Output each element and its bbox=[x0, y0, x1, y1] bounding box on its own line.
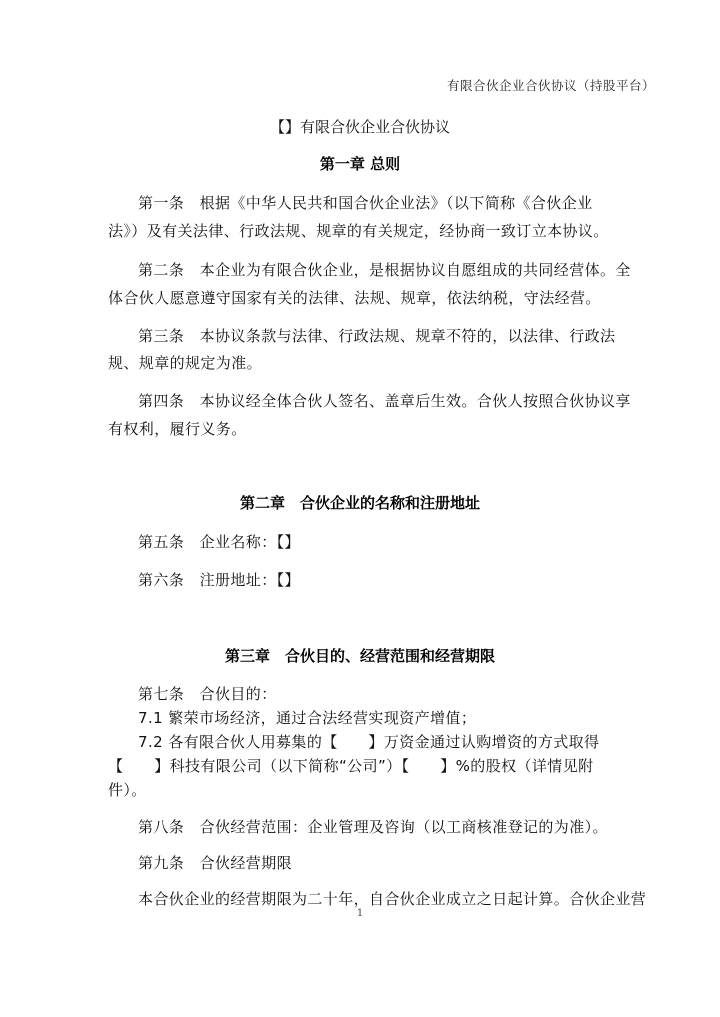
article-4-line-1: 第四条 本协议经全体合伙人签名、盖章后生效。合伙人按照合伙协议享 bbox=[138, 392, 631, 410]
chapter-heading: 第三章 合伙目的、经营范围和经营期限 bbox=[224, 647, 495, 665]
article-7-2-line-2: 【 】科技有限公司（以下简称“公司”）【 】%的股权（详情见附 bbox=[108, 757, 594, 775]
article-7-2-line-1: 7.2 各有限合伙人用募集的【 】万资金通过认购增资的方式取得 bbox=[138, 733, 600, 751]
chapter-heading: 第二章 合伙企业的名称和注册地址 bbox=[239, 494, 480, 512]
chapter-heading: 第一章 总则 bbox=[319, 155, 401, 173]
article-1-line-2: 法》）及有关法律、行政法规、规章的有关规定，经协商一致订立本协议。 bbox=[108, 222, 609, 240]
article-7-1: 7.1 繁荣市场经济，通过合法经营实现资产增值； bbox=[138, 709, 477, 727]
article-5: 第五条 企业名称：【】 bbox=[138, 533, 300, 551]
article-7: 第七条 合伙目的： bbox=[138, 685, 277, 703]
article-3-line-1: 第三条 本协议条款与法律、行政法规、规章不符的，以法律、行政法 bbox=[138, 327, 616, 345]
article-7-2-line-3: 件）。 bbox=[108, 781, 147, 799]
article-3-line-2: 规、规章的规定为准。 bbox=[108, 354, 263, 372]
article-9-body: 本合伙企业的经营期限为二十年，自合伙企业成立之日起计算。合伙企业营 bbox=[138, 890, 647, 908]
article-4-line-2: 有权利，履行义务。 bbox=[108, 420, 247, 438]
document-title: 【】有限合伙企业合伙协议 bbox=[269, 118, 450, 136]
article-2-line-1: 第二条 本企业为有限合伙企业，是根据协议自愿组成的共同经营体。全 bbox=[138, 261, 631, 279]
article-8: 第八条 合伙经营范围：企业管理及咨询（以工商核准登记的为准）。 bbox=[138, 818, 608, 836]
page-number: 1 bbox=[356, 908, 364, 919]
article-2-line-2: 体合伙人愿意遵守国家有关的法律、法规、规章，依法纳税，守法经营。 bbox=[108, 289, 601, 307]
article-6: 第六条 注册地址：【】 bbox=[138, 571, 300, 589]
article-9: 第九条 合伙经营期限 bbox=[138, 854, 293, 872]
article-1-line-1: 第一条 根据《中华人民共和国合伙企业法》（以下简称《合伙企业 bbox=[138, 194, 593, 212]
running-header: 有限合伙企业合伙协议（持股平台） bbox=[447, 78, 656, 93]
